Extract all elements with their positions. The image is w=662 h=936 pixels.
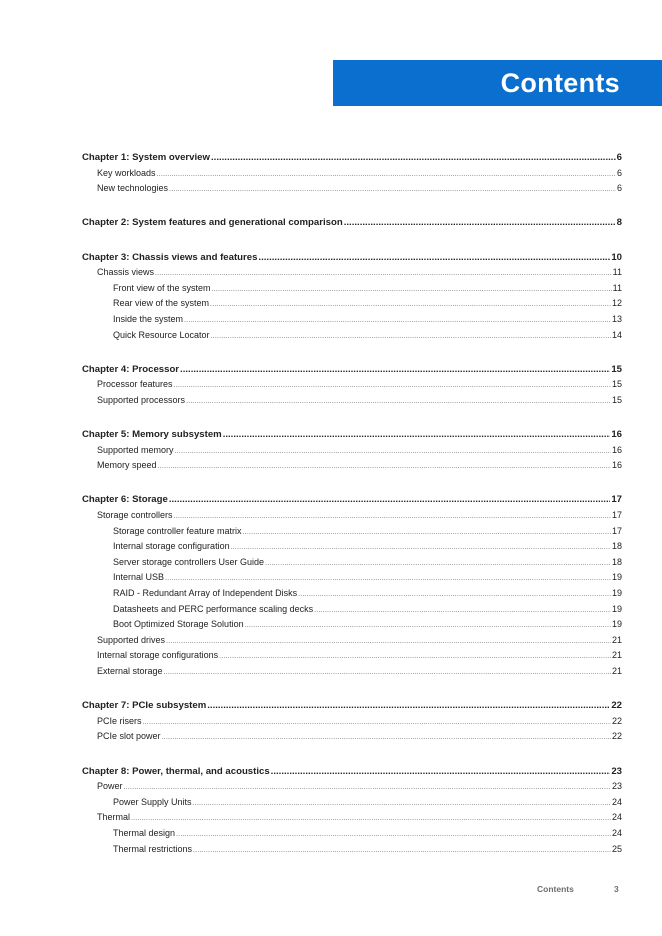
- toc-section-link[interactable]: [82, 508, 622, 524]
- toc-entry-label: Rear view of the system: [113, 298, 210, 309]
- toc-section-link[interactable]: [82, 648, 622, 664]
- toc-entry-page-number: 23: [611, 781, 622, 792]
- toc-entry-page-number: 13: [611, 313, 622, 324]
- toc-section-link[interactable]: [82, 393, 622, 409]
- toc-entry-label: Inside the system: [113, 313, 184, 324]
- toc-entry-page-number: 21: [611, 666, 622, 676]
- dot-leader: [166, 634, 611, 650]
- toc-entry-page-number: 22: [611, 715, 622, 726]
- toc-section-link[interactable]: [82, 265, 622, 281]
- toc-chapter-link[interactable]: [82, 764, 622, 780]
- toc-section-link[interactable]: [82, 312, 622, 328]
- toc-chapter-link[interactable]: [82, 427, 622, 443]
- chapter-spacer: [82, 745, 622, 764]
- toc-entry-page-number: 19: [611, 588, 622, 599]
- footer-page-number: 3: [614, 884, 619, 894]
- toc-entry-label: Chassis views: [97, 267, 155, 278]
- toc-section-link[interactable]: [82, 281, 622, 297]
- chapter-spacer: [82, 197, 622, 216]
- toc-entry-page-number: 8: [616, 217, 622, 229]
- toc-section-link[interactable]: [82, 524, 622, 540]
- toc-entry-label: Boot Optimized Storage Solution: [113, 619, 244, 630]
- toc-entry-label: Processor features: [97, 379, 173, 390]
- toc-entry-label: Server storage controllers User Guide: [113, 556, 265, 567]
- table-of-contents: [82, 150, 622, 857]
- toc-chapter-link[interactable]: [82, 215, 622, 231]
- toc-section-link[interactable]: [82, 296, 622, 312]
- dot-leader: [245, 618, 611, 634]
- toc-entry-label: Power: [97, 781, 123, 792]
- dot-leader: [158, 459, 611, 475]
- toc-entry-page-number: 25: [611, 843, 622, 854]
- toc-entry-page-number: 15: [611, 379, 622, 390]
- toc-chapter-link[interactable]: [82, 698, 622, 714]
- toc-entry-label: Thermal design: [113, 827, 176, 838]
- dot-leader: [164, 665, 611, 681]
- dot-leader: [211, 150, 616, 166]
- dot-leader: [231, 540, 611, 556]
- toc-entry-label: Supported drives: [97, 634, 166, 645]
- toc-entry-page-number: 16: [611, 460, 622, 471]
- toc-entry-label: Supported processors: [97, 394, 186, 405]
- toc-entry-label: Internal storage configurations: [97, 650, 219, 661]
- toc-entry-label: Chapter 6: Storage: [82, 494, 168, 506]
- toc-entry-page-number: 6: [616, 167, 622, 178]
- toc-entry-label: Chapter 5: Memory subsystem: [82, 429, 222, 441]
- toc-entry-label: Front view of the system: [113, 282, 211, 293]
- toc-entry-label: Storage controller feature matrix: [113, 525, 242, 536]
- dot-leader: [143, 715, 611, 731]
- dot-leader: [184, 313, 611, 329]
- dot-leader: [155, 266, 612, 282]
- toc-entry-label: Chapter 4: Processor: [82, 363, 180, 375]
- toc-section-link[interactable]: [82, 602, 622, 618]
- toc-entry-page-number: 22: [611, 731, 622, 742]
- dot-leader: [174, 378, 611, 394]
- toc-entry-page-number: 19: [611, 603, 622, 614]
- toc-entry-page-number: 24: [611, 812, 622, 823]
- dot-leader: [314, 603, 611, 619]
- toc-entry-label: Internal storage configuration: [113, 541, 230, 552]
- toc-entry-page-number: 17: [611, 525, 622, 536]
- toc-entry-page-number: 21: [611, 650, 622, 661]
- dot-leader: [212, 282, 612, 298]
- toc-entry-label: RAID - Redundant Array of Independent Disks: [113, 588, 298, 599]
- footer-section-label: Contents: [537, 884, 574, 894]
- toc-entry-page-number: 6: [616, 152, 622, 163]
- dot-leader: [193, 796, 611, 812]
- toc-entry-page-number: 23: [611, 765, 622, 777]
- dot-leader: [207, 698, 610, 714]
- toc-chapter-link[interactable]: [82, 492, 622, 508]
- toc-section-link[interactable]: [82, 729, 622, 745]
- toc-chapter-link[interactable]: [82, 250, 622, 266]
- toc-entry-label: Internal USB: [113, 572, 165, 583]
- toc-entry-page-number: 12: [611, 298, 622, 309]
- dot-leader: [186, 394, 611, 410]
- dot-leader: [193, 843, 611, 859]
- toc-chapter-link[interactable]: [82, 150, 622, 166]
- toc-entry-page-number: 24: [611, 827, 622, 838]
- chapter-spacer: [82, 343, 622, 362]
- toc-entry-page-number: 19: [611, 619, 622, 630]
- toc-entry-page-number: 15: [611, 394, 622, 405]
- toc-section-link[interactable]: [82, 714, 622, 730]
- toc-entry-label: Chapter 8: Power, thermal, and acoustics: [82, 765, 270, 777]
- toc-section-link[interactable]: [82, 166, 622, 182]
- dot-leader: [344, 215, 616, 231]
- toc-entry-page-number: 15: [611, 363, 622, 375]
- toc-entry-label: Chapter 3: Chassis views and features: [82, 251, 258, 263]
- toc-entry-label: Thermal restrictions: [113, 843, 193, 854]
- toc-section-link[interactable]: [82, 555, 622, 571]
- chapter-spacer: [82, 409, 622, 428]
- toc-entry-label: Storage controllers: [97, 510, 173, 521]
- dot-leader: [223, 427, 611, 443]
- toc-section-link[interactable]: [82, 586, 622, 602]
- toc-entry-page-number: 17: [611, 494, 622, 506]
- toc-section-link[interactable]: [82, 443, 622, 459]
- toc-entry-page-number: 16: [611, 444, 622, 455]
- toc-section-link[interactable]: [82, 664, 622, 680]
- toc-entry-page-number: 17: [611, 510, 622, 521]
- toc-entry-page-number: 24: [611, 796, 622, 807]
- toc-entry-page-number: 18: [611, 541, 622, 552]
- toc-entry-label: Chapter 7: PCIe subsystem: [82, 700, 207, 712]
- toc-entry-label: Quick Resource Locator: [113, 329, 210, 340]
- dot-leader: [131, 811, 611, 827]
- dot-leader: [162, 730, 611, 746]
- toc-entry-page-number: 18: [611, 556, 622, 567]
- toc-entry-label: Key workloads: [97, 167, 156, 178]
- toc-entry-page-number: 10: [611, 251, 622, 263]
- page-footer: [0, 884, 662, 898]
- dot-leader: [258, 250, 610, 266]
- toc-entry-page-number: 19: [611, 572, 622, 583]
- dot-leader: [157, 167, 616, 183]
- page-title: Contents: [500, 67, 620, 98]
- dot-leader: [174, 509, 611, 525]
- chapter-spacer: [82, 474, 622, 493]
- toc-section-link[interactable]: [82, 570, 622, 586]
- toc-entry-page-number: 6: [616, 183, 622, 194]
- toc-entry-page-number: 16: [611, 429, 622, 441]
- toc-entry-label: Power Supply Units: [113, 796, 192, 807]
- toc-entry-label: Datasheets and PERC performance scaling decks: [113, 603, 314, 614]
- toc-section-link[interactable]: [82, 181, 622, 197]
- toc-entry-label: New technologies: [97, 183, 169, 194]
- dot-leader: [243, 525, 611, 541]
- toc-section-link[interactable]: [82, 617, 622, 633]
- dot-leader: [180, 362, 610, 378]
- toc-chapter-link[interactable]: [82, 362, 622, 378]
- toc-entry-label: Chapter 2: System features and generational comparison: [82, 217, 343, 229]
- toc-section-link[interactable]: [82, 377, 622, 393]
- toc-section-link[interactable]: [82, 458, 622, 474]
- toc-section-link[interactable]: [82, 539, 622, 555]
- toc-entry-page-number: 22: [611, 700, 622, 712]
- contents-banner: [333, 60, 662, 106]
- toc-section-link[interactable]: [82, 328, 622, 344]
- toc-entry-label: Memory speed: [97, 460, 157, 471]
- toc-entry-page-number: 11: [612, 282, 622, 293]
- toc-section-link[interactable]: [82, 842, 622, 858]
- dot-leader: [219, 649, 611, 665]
- chapter-spacer: [82, 231, 622, 250]
- toc-section-link[interactable]: [82, 810, 622, 826]
- toc-section-link[interactable]: [82, 795, 622, 811]
- toc-entry-label: PCIe slot power: [97, 731, 161, 742]
- dot-leader: [298, 587, 611, 603]
- dot-leader: [271, 764, 611, 780]
- dot-leader: [210, 297, 611, 313]
- toc-entry-label: Thermal: [97, 812, 131, 823]
- toc-entry-page-number: 14: [611, 329, 622, 340]
- toc-entry-label: External storage: [97, 666, 163, 676]
- dot-leader: [176, 827, 611, 843]
- toc-entry-page-number: 21: [611, 634, 622, 645]
- dot-leader: [124, 780, 611, 796]
- chapter-spacer: [82, 680, 622, 699]
- dot-leader: [265, 556, 611, 572]
- toc-entry-label: Chapter 1: System overview: [82, 152, 210, 163]
- toc-section-link[interactable]: [82, 826, 622, 842]
- toc-entry-label: Supported memory: [97, 444, 174, 455]
- dot-leader: [169, 492, 610, 508]
- dot-leader: [169, 182, 616, 198]
- dot-leader: [175, 444, 611, 460]
- dot-leader: [165, 571, 611, 587]
- toc-section-link[interactable]: [82, 633, 622, 649]
- toc-entry-page-number: 11: [612, 267, 622, 278]
- toc-section-link[interactable]: [82, 779, 622, 795]
- toc-entry-label: PCIe risers: [97, 715, 142, 726]
- dot-leader: [211, 329, 611, 345]
